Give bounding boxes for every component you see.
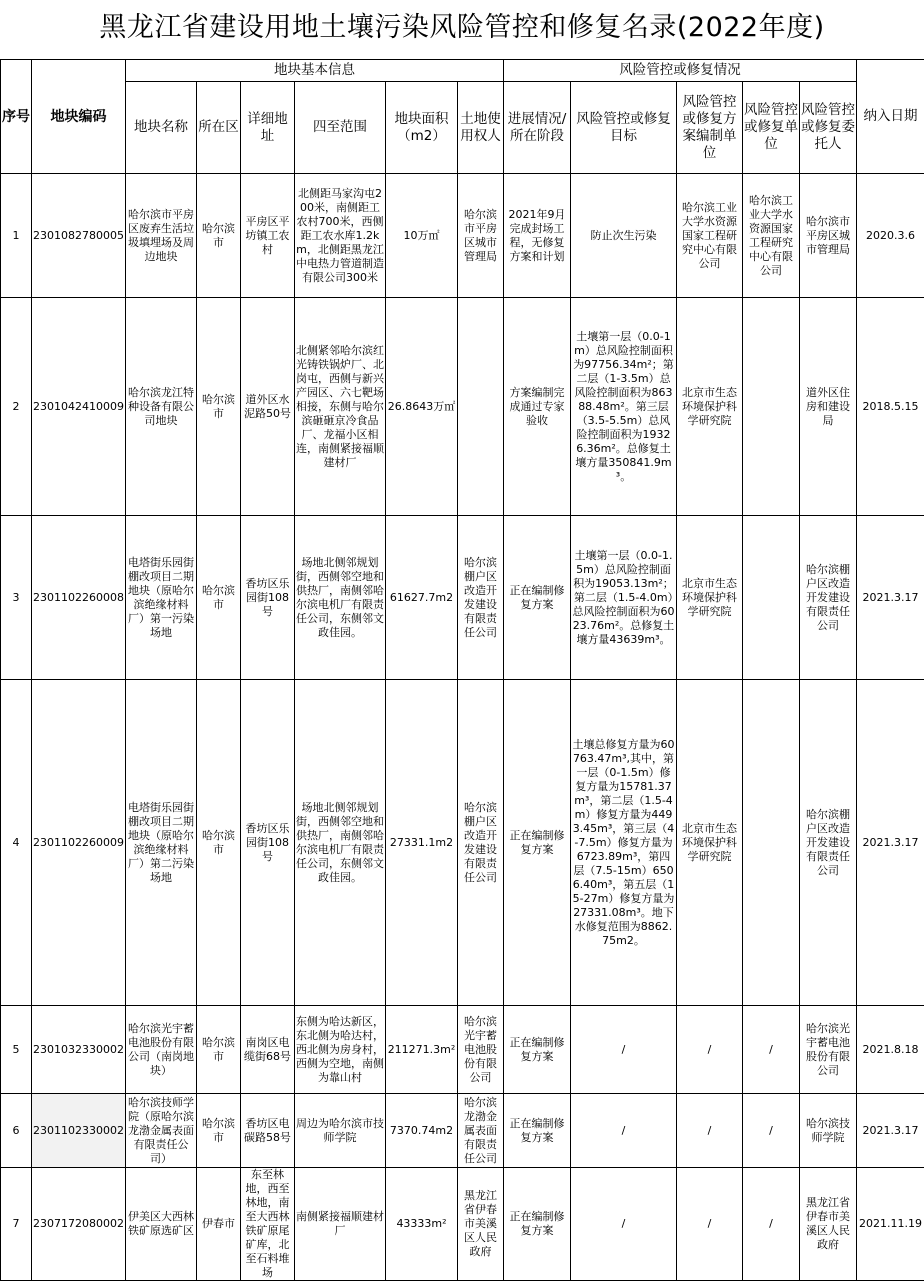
cell-repairer: 哈尔滨工业大学水资源国家工程研究中心有限公司	[743, 174, 800, 298]
cell-code: 2301102330002	[32, 1094, 126, 1168]
cell-progress: 正在编制修复方案	[504, 516, 571, 680]
cell-area: 43333m²	[386, 1168, 458, 1281]
cell-planner: 北京市生态环境保护科学研究院	[677, 680, 743, 1006]
cell-code: 2301032330002	[32, 1006, 126, 1094]
cell-no: 1	[1, 174, 32, 298]
cell-owner: 哈尔滨棚户区改造开发建设有限责任公司	[458, 680, 504, 1006]
cell-repairer: /	[743, 1006, 800, 1094]
cell-district: 哈尔滨市	[197, 1006, 241, 1094]
table-row	[1, 516, 924, 680]
cell-bounds: 场地北侧邻规划街，西侧邻空地和供热厂，南侧邻哈尔滨电机厂有限责任公司，东侧邻文政佳园。	[295, 680, 386, 1006]
cell-area: 27331.1m2	[386, 680, 458, 1006]
cell-owner: 黑龙江省伊春市美溪区人民政府	[458, 1168, 504, 1281]
column-header-row	[1, 82, 924, 174]
table-row	[1, 1168, 924, 1281]
cell-bounds: 东侧为哈达新区，东北侧为哈达村，西北侧为房身村，西侧为空地，南侧为靠山村	[295, 1006, 386, 1094]
cell-planner: /	[677, 1006, 743, 1094]
cell-planner: 哈尔滨工业大学水资源国家工程研究中心有限公司	[677, 174, 743, 298]
cell-no: 4	[1, 680, 32, 1006]
cell-progress: 正在编制修复方案	[504, 1168, 571, 1281]
table-row	[1, 298, 924, 516]
cell-repairer: /	[743, 1094, 800, 1168]
page-title: 黑龙江省建设用地土壤污染风险管控和修复名录(2022年度)	[99, 12, 825, 43]
group-header-row	[1, 60, 924, 82]
cell-district: 伊春市	[197, 1168, 241, 1281]
group-risk-control: 风险管控或修复情况	[504, 60, 857, 82]
cell-target: 土壤总修复方量为60763.47m³,其中，第一层（0-1.5m）修复方量为15781.37m³，第二层（1.5-4m）修复方量为4493.45m³，第三层（4-7.5m）修复方量为6723.89m³，第四层（7.5-15m）6506.40m³，第五层（15-27m）修复方量为27331.08m³。地下水修复范围为8862.75m2。	[571, 680, 677, 1006]
header-planner: 风险管控或修复方案编制单位	[677, 82, 743, 174]
cell-target: /	[571, 1006, 677, 1094]
cell-target: 土壤第一层（0.0-1.5m）总风险控制面积为19053.13m²；第二层（1.5-4.0m）总风险控制面积为6023.76m²。总修复土壤方量43639m³。	[571, 516, 677, 680]
cell-district: 哈尔滨市	[197, 680, 241, 1006]
cell-address: 南岗区电缆街68号	[241, 1006, 295, 1094]
cell-progress: 正在编制修复方案	[504, 1094, 571, 1168]
cell-target: 防止次生污染	[571, 174, 677, 298]
cell-district: 哈尔滨市	[197, 1094, 241, 1168]
cell-no: 5	[1, 1006, 32, 1094]
cell-planner: /	[677, 1168, 743, 1281]
header-target: 风险管控或修复目标	[571, 82, 677, 174]
cell-area: 7370.74m2	[386, 1094, 458, 1168]
cell-owner: 哈尔滨龙渤金属表面有限责任公司	[458, 1094, 504, 1168]
table-row	[1, 174, 924, 298]
cell-target: /	[571, 1094, 677, 1168]
cell-progress: 正在编制修复方案	[504, 680, 571, 1006]
header-date: 纳入日期	[857, 60, 924, 174]
cell-date: 2021.8.18	[857, 1006, 924, 1094]
cell-name: 哈尔滨技师学院（原哈尔滨龙渤金属表面有限责任公司）	[126, 1094, 197, 1168]
cell-progress: 正在编制修复方案	[504, 1006, 571, 1094]
remediation-table	[0, 59, 924, 1281]
cell-bounds: 场地北侧邻规划街，西侧邻空地和供热厂，南侧邻哈尔滨电机厂有限责任公司，东侧邻文政佳园。	[295, 516, 386, 680]
cell-no: 3	[1, 516, 32, 680]
cell-district: 哈尔滨市	[197, 516, 241, 680]
header-area: 地块面积（m2）	[386, 82, 458, 174]
cell-address: 香坊区乐园街108号	[241, 680, 295, 1006]
cell-no: 6	[1, 1094, 32, 1168]
cell-progress: 2021年9月完成封场工程，无修复方案和计划	[504, 174, 571, 298]
cell-repairer	[743, 516, 800, 680]
cell-code: 2301082780005	[32, 174, 126, 298]
cell-code: 2301102260009	[32, 680, 126, 1006]
table-row	[1, 1094, 924, 1168]
cell-date: 2021.3.17	[857, 516, 924, 680]
cell-progress: 方案编制完成通过专家验收	[504, 298, 571, 516]
cell-no: 2	[1, 298, 32, 516]
cell-target: 土壤第一层（0.0-1m）总风险控制面积为97756.34m²；第二层（1-3.5m）总风险控制面积为86388.48m²。第三层（3.5-5.5m）总风险控制面积为19326.36m²。总修复土壤方量350841.9m³。	[571, 298, 677, 516]
cell-address: 道外区水泥路50号	[241, 298, 295, 516]
group-basic-info: 地块基本信息	[126, 60, 504, 82]
cell-repairer	[743, 298, 800, 516]
cell-bounds: 北侧紧邻哈尔滨红光铸铁锅炉厂、北岗屯，西侧与新兴产园区、六七靶场相接，东侧与哈尔滨砸砸京冷食品厂、龙福小区相连，南侧紧接福顺建材厂	[295, 298, 386, 516]
header-code: 地块编码	[32, 60, 126, 174]
cell-code: 2307172080002	[32, 1168, 126, 1281]
cell-no: 7	[1, 1168, 32, 1281]
cell-delegator: 哈尔滨市平房区城市管理局	[800, 174, 857, 298]
header-progress: 进展情况/所在阶段	[504, 82, 571, 174]
table-row	[1, 1006, 924, 1094]
cell-planner: 北京市生态环境保护科学研究院	[677, 298, 743, 516]
cell-date: 2021.3.17	[857, 680, 924, 1006]
header-delegator: 风险管控或修复委托人	[800, 82, 857, 174]
cell-district: 哈尔滨市	[197, 174, 241, 298]
cell-delegator: 黑龙江省伊春市美溪区人民政府	[800, 1168, 857, 1281]
cell-date: 2021.11.19	[857, 1168, 924, 1281]
header-district: 所在区	[197, 82, 241, 174]
cell-owner	[458, 298, 504, 516]
cell-address: 香坊区电碳路58号	[241, 1094, 295, 1168]
cell-date: 2018.5.15	[857, 298, 924, 516]
cell-repairer	[743, 680, 800, 1006]
cell-code: 2301042410009	[32, 298, 126, 516]
cell-owner: 哈尔滨棚户区改造开发建设有限责任公司	[458, 516, 504, 680]
cell-owner: 哈尔滨市平房区城市管理局	[458, 174, 504, 298]
cell-name: 哈尔滨光宇蓄电池股份有限公司（南岗地块）	[126, 1006, 197, 1094]
cell-district: 哈尔滨市	[197, 298, 241, 516]
cell-delegator: 道外区住房和建设局	[800, 298, 857, 516]
cell-address: 香坊区乐园街108号	[241, 516, 295, 680]
cell-date: 2021.3.17	[857, 1094, 924, 1168]
cell-area: 211271.3m²	[386, 1006, 458, 1094]
header-address: 详细地址	[241, 82, 295, 174]
header-name: 地块名称	[126, 82, 197, 174]
cell-repairer: /	[743, 1168, 800, 1281]
header-no: 序号	[1, 60, 32, 174]
cell-name: 哈尔滨龙江特种设备有限公司地块	[126, 298, 197, 516]
cell-code: 2301102260008	[32, 516, 126, 680]
cell-delegator: 哈尔滨棚户区改造开发建设有限责任公司	[800, 680, 857, 1006]
header-owner: 土地使用权人	[458, 82, 504, 174]
cell-name: 电塔街乐园街棚改项目二期地块（原哈尔滨绝缘材料厂）第一污染场地	[126, 516, 197, 680]
cell-name: 电塔街乐园街棚改项目二期地块（原哈尔滨绝缘材料厂）第二污染场地	[126, 680, 197, 1006]
cell-delegator: 哈尔滨技师学院	[800, 1094, 857, 1168]
cell-target: /	[571, 1168, 677, 1281]
cell-delegator: 哈尔滨光宇蓄电池股份有限公司	[800, 1006, 857, 1094]
cell-area: 61627.7m2	[386, 516, 458, 680]
header-bounds: 四至范围	[295, 82, 386, 174]
cell-name: 哈尔滨市平房区废弃生活垃圾填埋场及周边地块	[126, 174, 197, 298]
cell-area: 10万㎡	[386, 174, 458, 298]
cell-name: 伊美区大西林铁矿原选矿区	[126, 1168, 197, 1281]
cell-bounds: 周边为哈尔滨市技师学院	[295, 1094, 386, 1168]
cell-delegator: 哈尔滨棚户区改造开发建设有限责任公司	[800, 516, 857, 680]
cell-planner: 北京市生态环境保护科学研究院	[677, 516, 743, 680]
cell-area: 26.8643万㎡	[386, 298, 458, 516]
table-row	[1, 680, 924, 1006]
cell-address: 东至林地，西至林地，南至大西林铁矿原尾矿库，北至石料堆场	[241, 1168, 295, 1281]
cell-date: 2020.3.6	[857, 174, 924, 298]
cell-owner: 哈尔滨光宇蓄电池股份有限公司	[458, 1006, 504, 1094]
cell-bounds: 北侧距马家沟屯200米，南侧距工农村700米，西侧距工农水库1.2km，北侧距黑龙江中电热力管道制造有限公司300米	[295, 174, 386, 298]
cell-address: 平房区平坊镇工农村	[241, 174, 295, 298]
cell-planner: /	[677, 1094, 743, 1168]
cell-bounds: 南侧紧接福顺建材厂	[295, 1168, 386, 1281]
header-repairer: 风险管控或修复单位	[743, 82, 800, 174]
